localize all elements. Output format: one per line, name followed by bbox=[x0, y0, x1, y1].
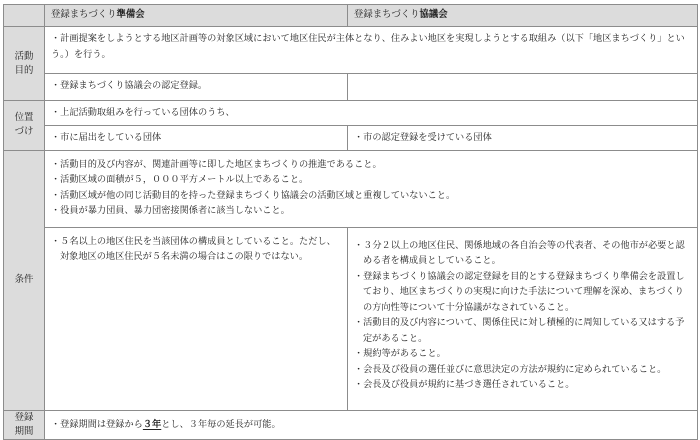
conditions-kyogikai-item: ・３分２以上の地区住民、関係地域の各自治会等の代表者、その他市が必要と認める者を構成員としていること。 bbox=[354, 239, 685, 266]
header-junbikai: 登録まちづくり準備会 bbox=[45, 5, 348, 27]
conditions-kyogikai-cell bbox=[348, 227, 698, 410]
purpose-common-text: ・計画提案をしようとする地区計画等の対象区域において地区住民が主体となり、住みよい地区を実現しようとする取組み（以下「地区まちづくり」という。）を行う。 bbox=[45, 27, 698, 74]
conditions-kyogikai-item: ・会長及び役員の選任並びに意思決定の方法が規約に定められていること。 bbox=[354, 363, 667, 375]
conditions-common-item: ・活動区域の面積が５，０００平方メートル以上であること。 bbox=[51, 174, 309, 185]
position-junbikai-text: ・市に届出をしている団体 bbox=[45, 126, 348, 151]
conditions-common-cell bbox=[45, 150, 698, 227]
header-kyogikai: 登録まちづくり協議会 bbox=[348, 5, 698, 27]
conditions-common-item: ・役員が暴力団員、暴力団密接関係者に該当しないこと。 bbox=[51, 205, 290, 216]
conditions-junbikai-cell bbox=[45, 227, 348, 410]
conditions-label: 条件 bbox=[4, 150, 45, 410]
position-split-row bbox=[4, 126, 698, 151]
period-years-emphasis: ３年 bbox=[142, 418, 162, 430]
position-common-row bbox=[4, 101, 698, 126]
period-text: ・登録期間は登録から３年とし、３年毎の延長が可能。 bbox=[45, 410, 698, 439]
position-kyogikai-text: ・市の認定登録を受けている団体 bbox=[348, 126, 698, 151]
purpose-kyogikai-text bbox=[348, 74, 698, 101]
conditions-kyogikai-item: ・規約等があること。 bbox=[354, 348, 446, 359]
conditions-split-row bbox=[4, 227, 698, 410]
conditions-common-item: ・活動区域が他の同じ活動目的を持った登録まちづくり協議会の活動区域と重複していないこと。 bbox=[51, 189, 456, 201]
conditions-kyogikai-list bbox=[354, 238, 691, 393]
purpose-common-row bbox=[4, 27, 698, 74]
purpose-split-row bbox=[4, 74, 698, 101]
header-corner bbox=[4, 5, 45, 27]
registration-comparison-table bbox=[3, 4, 698, 440]
position-label: 位置 づけ bbox=[4, 101, 45, 151]
conditions-junbikai-list bbox=[51, 234, 341, 265]
conditions-junbikai-item: ・５名以上の地区住民を当該団体の構成員としていること。ただし、対象地区の地区住民が５名未満の場合はこの限りではない。 bbox=[51, 235, 336, 262]
conditions-kyogikai-item: ・登録まちづくり協議会の認定登録を目的とする登録まちづくり準備会を設置しており、地区まちづくりの実現に向けた手法について理解を深め、まちづくりの方向性等について十分協議がなされていること。 bbox=[354, 270, 685, 313]
conditions-common-list bbox=[51, 157, 691, 219]
conditions-common-row bbox=[4, 150, 698, 227]
period-label: 登録 期間 bbox=[4, 410, 45, 439]
conditions-kyogikai-item: ・活動目的及び内容について、関係住民に対し積極的に周知している又はする予定があること。 bbox=[354, 317, 685, 344]
conditions-common-item: ・活動目的及び内容が、関連計画等に即した地区まちづくりの推進であること。 bbox=[51, 158, 382, 170]
header-row bbox=[4, 5, 698, 27]
conditions-kyogikai-item: ・会長及び役員が規約に基づき選任されていること。 bbox=[354, 379, 575, 390]
purpose-label: 活動 目的 bbox=[4, 27, 45, 101]
registration-comparison-table-wrapper bbox=[3, 4, 697, 440]
position-common-text: ・上記活動取組みを行っている団体のうち、 bbox=[45, 101, 698, 126]
purpose-junbikai-text: ・登録まちづくり協議会の認定登録。 bbox=[45, 74, 348, 101]
period-row bbox=[4, 410, 698, 439]
